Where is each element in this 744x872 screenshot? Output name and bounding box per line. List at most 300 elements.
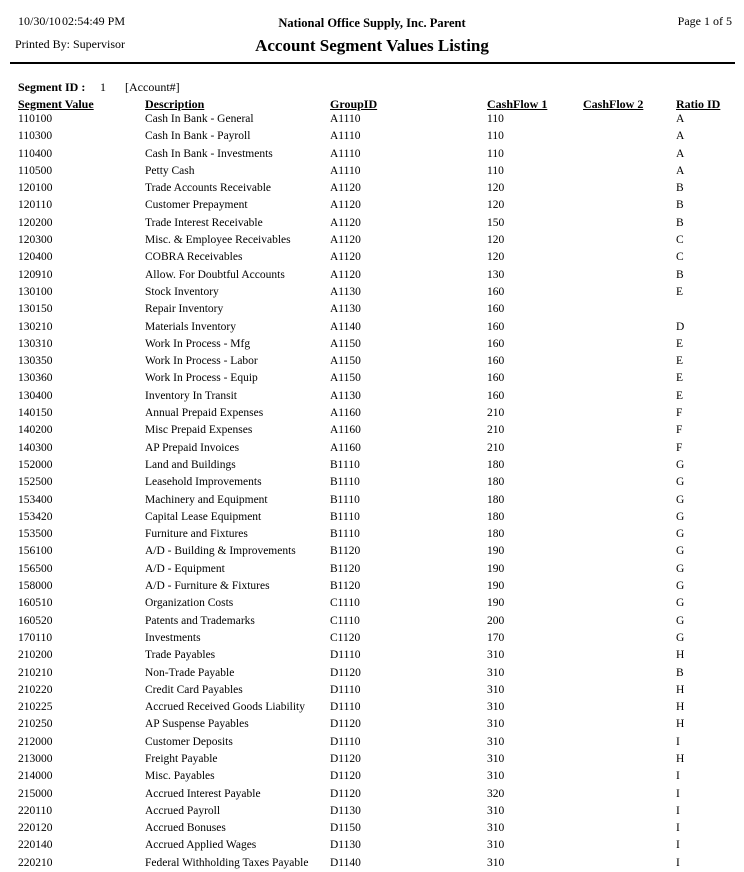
cell-segment-value: 120200	[18, 216, 53, 229]
cell-group-id: D1120	[330, 770, 361, 783]
cell-cash-flow-2	[583, 786, 676, 803]
cell-cash-flow-2	[583, 301, 676, 318]
cell-segment-value: 214000	[18, 770, 53, 783]
cell-ratio-id: H	[676, 649, 685, 662]
cell-cash-flow-1: 160	[487, 355, 505, 368]
cell-cash-flow-1: 180	[487, 458, 505, 471]
cell-cash-flow-1: 130	[487, 268, 505, 281]
cell-cash-flow-1: 190	[487, 545, 505, 558]
cell-group-id: A1110	[330, 113, 361, 125]
cell-segment-value: 160520	[18, 614, 53, 627]
cell-cash-flow-1: 310	[487, 735, 505, 748]
cell-group-id: A1160	[330, 407, 361, 420]
cell-ratio-id: I	[676, 856, 680, 869]
cell-cash-flow-2	[583, 561, 676, 578]
table-row	[0, 146, 744, 163]
cell-description: Federal Withholding Taxes Payable	[145, 856, 309, 869]
cell-description: Capital Lease Equipment	[145, 510, 262, 523]
cell-segment-value: 156500	[18, 562, 53, 575]
cell-segment-value: 210220	[18, 683, 53, 696]
cell-group-id: B1120	[330, 562, 361, 575]
report-time: 02:54:49 PM	[62, 14, 126, 28]
table-row	[0, 803, 744, 820]
cell-cash-flow-1: 110	[487, 147, 504, 160]
column-header-description: Description	[145, 97, 205, 111]
cell-segment-value: 130350	[18, 355, 53, 368]
table-row	[0, 474, 744, 491]
cell-cash-flow-1: 180	[487, 476, 505, 489]
column-header-cash-flow-1: CashFlow 1	[487, 97, 548, 111]
cell-group-id: A1130	[330, 285, 361, 298]
cell-ratio-id: I	[676, 822, 680, 835]
table-row	[0, 267, 744, 284]
cell-description: Accrued Applied Wages	[145, 839, 257, 852]
cell-ratio-id: G	[676, 580, 685, 593]
cell-description: Credit Card Payables	[145, 683, 243, 696]
table-row	[0, 180, 744, 197]
table-row	[0, 786, 744, 803]
cell-description: Trade Accounts Receivable	[145, 182, 272, 195]
cell-group-id: A1120	[330, 182, 361, 195]
table-row	[0, 613, 744, 630]
table-row	[0, 215, 744, 232]
cell-description: Trade Payables	[145, 649, 216, 662]
cell-cash-flow-1: 200	[487, 614, 505, 627]
company-name: National Office Supply, Inc. Parent	[278, 16, 466, 30]
cell-ratio-id: G	[676, 493, 685, 506]
cell-group-id: B1110	[330, 510, 360, 523]
cell-group-id: C1110	[330, 597, 360, 610]
table-row	[0, 837, 744, 854]
cell-ratio-id: I	[676, 839, 680, 852]
cell-cash-flow-1: 310	[487, 666, 505, 679]
cell-cash-flow-2	[583, 163, 676, 180]
cell-ratio-id: F	[676, 424, 683, 437]
cell-segment-value: 153500	[18, 528, 53, 541]
table-row	[0, 197, 744, 214]
cell-cash-flow-1: 120	[487, 199, 505, 212]
cell-group-id: A1150	[330, 372, 361, 385]
cell-group-id: D1130	[330, 839, 361, 852]
cell-ratio-id: E	[676, 355, 684, 368]
cell-description: Freight Payable	[145, 752, 218, 765]
cell-ratio-id: B	[676, 666, 684, 679]
cell-segment-value: 153400	[18, 493, 53, 506]
cell-description: Trade Interest Receivable	[145, 216, 263, 229]
cell-segment-value: 140300	[18, 441, 53, 454]
cell-segment-value: 158000	[18, 580, 53, 593]
cell-segment-value: 220110	[18, 804, 53, 817]
cell-segment-value: 210210	[18, 666, 53, 679]
cell-cash-flow-1: 310	[487, 856, 505, 869]
cell-cash-flow-1: 310	[487, 770, 505, 783]
cell-cash-flow-2	[583, 734, 676, 751]
cell-cash-flow-1: 180	[487, 528, 505, 541]
cell-description: Organization Costs	[145, 597, 234, 610]
cell-ratio-id: I	[676, 770, 680, 783]
cell-group-id: A1110	[330, 147, 361, 160]
segment-values-table	[0, 111, 744, 872]
cell-cash-flow-2	[583, 197, 676, 214]
cell-cash-flow-1: 110	[487, 113, 504, 125]
cell-description: Customer Prepayment	[145, 199, 248, 212]
table-row	[0, 422, 744, 439]
table-row	[0, 509, 744, 526]
table-row	[0, 682, 744, 699]
cell-group-id: D1120	[330, 752, 361, 765]
cell-group-id: A1160	[330, 424, 361, 437]
cell-cash-flow-2	[583, 578, 676, 595]
cell-cash-flow-1: 160	[487, 389, 505, 402]
cell-cash-flow-2	[583, 855, 676, 872]
cell-segment-value: 110100	[18, 113, 53, 125]
cell-segment-value: 120400	[18, 251, 53, 264]
table-row	[0, 647, 744, 664]
cell-segment-value: 110400	[18, 147, 53, 160]
cell-group-id: D1130	[330, 804, 361, 817]
cell-cash-flow-2	[583, 751, 676, 768]
cell-cash-flow-2	[583, 215, 676, 232]
table-row	[0, 336, 744, 353]
column-header-segment-value: Segment Value	[18, 97, 94, 111]
cell-cash-flow-2	[583, 474, 676, 491]
cell-cash-flow-1: 120	[487, 182, 505, 195]
cell-segment-value: 213000	[18, 752, 53, 765]
cell-ratio-id: I	[676, 804, 680, 817]
cell-group-id: A1150	[330, 355, 361, 368]
table-row	[0, 492, 744, 509]
cell-segment-value: 220140	[18, 839, 53, 852]
table-row	[0, 561, 744, 578]
cell-description: COBRA Receivables	[145, 251, 243, 264]
cell-segment-value: 220210	[18, 856, 53, 869]
cell-group-id: D1120	[330, 666, 361, 679]
table-row	[0, 388, 744, 405]
cell-ratio-id: A	[676, 113, 685, 125]
cell-segment-value: 130210	[18, 320, 53, 333]
cell-ratio-id: E	[676, 389, 684, 402]
cell-description: Machinery and Equipment	[145, 493, 268, 506]
cell-cash-flow-2	[583, 422, 676, 439]
cell-description: Cash In Bank - Payroll	[145, 130, 251, 143]
cell-group-id: B1110	[330, 476, 360, 489]
table-row	[0, 457, 744, 474]
cell-group-id: A1120	[330, 234, 361, 247]
cell-description: Accrued Received Goods Liability	[145, 701, 305, 714]
cell-cash-flow-2	[583, 440, 676, 457]
cell-description: Repair Inventory	[145, 303, 224, 316]
table-row	[0, 163, 744, 180]
cell-cash-flow-2	[583, 647, 676, 664]
cell-cash-flow-2	[583, 665, 676, 682]
cell-cash-flow-1: 110	[487, 130, 504, 143]
cell-ratio-id: A	[676, 147, 685, 160]
cell-ratio-id: G	[676, 476, 685, 489]
cell-ratio-id: H	[676, 718, 685, 731]
cell-cash-flow-1: 160	[487, 303, 505, 316]
cell-ratio-id: G	[676, 562, 685, 575]
cell-cash-flow-1: 310	[487, 752, 505, 765]
cell-description: Work In Process - Mfg	[145, 337, 251, 350]
cell-cash-flow-2	[583, 630, 676, 647]
table-row	[0, 578, 744, 595]
report-title: Account Segment Values Listing	[255, 36, 489, 55]
cell-segment-value: 210225	[18, 701, 53, 714]
cell-group-id: A1160	[330, 441, 361, 454]
cell-ratio-id: D	[676, 320, 685, 333]
cell-group-id: A1140	[330, 320, 361, 333]
cell-ratio-id: I	[676, 787, 680, 800]
cell-cash-flow-1: 180	[487, 493, 505, 506]
cell-cash-flow-2	[583, 682, 676, 699]
table-row	[0, 595, 744, 612]
cell-group-id: D1150	[330, 822, 361, 835]
cell-ratio-id: C	[676, 251, 684, 264]
cell-segment-value: 156100	[18, 545, 53, 558]
cell-description: Misc. & Employee Receivables	[145, 234, 291, 247]
cell-segment-value: 110500	[18, 164, 53, 177]
cell-ratio-id: H	[676, 701, 685, 714]
cell-description: Misc Prepaid Expenses	[145, 424, 253, 437]
cell-description: Furniture and Fixtures	[145, 528, 248, 541]
cell-cash-flow-1: 160	[487, 285, 505, 298]
cell-description: AP Prepaid Invoices	[145, 441, 240, 454]
cell-cash-flow-1: 170	[487, 631, 505, 644]
cell-cash-flow-2	[583, 837, 676, 854]
cell-cash-flow-1: 210	[487, 407, 505, 420]
cell-group-id: A1130	[330, 303, 361, 316]
cell-group-id: D1110	[330, 649, 361, 662]
cell-group-id: B1110	[330, 493, 360, 506]
cell-cash-flow-1: 150	[487, 216, 505, 229]
cell-cash-flow-2	[583, 405, 676, 422]
table-row	[0, 284, 744, 301]
cell-cash-flow-1: 120	[487, 251, 505, 264]
cell-group-id: B1120	[330, 580, 361, 593]
cell-group-id: A1120	[330, 251, 361, 264]
cell-description: Leasehold Improvements	[145, 476, 262, 489]
cell-cash-flow-2	[583, 526, 676, 543]
cell-group-id: B1110	[330, 458, 360, 471]
cell-cash-flow-1: 320	[487, 787, 505, 800]
cell-cash-flow-1: 110	[487, 164, 504, 177]
cell-ratio-id: G	[676, 614, 685, 627]
cell-description: Land and Buildings	[145, 458, 236, 471]
cell-group-id: A1120	[330, 268, 361, 281]
cell-group-id: D1120	[330, 718, 361, 731]
cell-group-id: A1150	[330, 337, 361, 350]
cell-group-id: A1120	[330, 216, 361, 229]
cell-segment-value: 160510	[18, 597, 53, 610]
cell-cash-flow-2	[583, 267, 676, 284]
table-row	[0, 716, 744, 733]
table-row	[0, 440, 744, 457]
table-row	[0, 128, 744, 145]
cell-cash-flow-2	[583, 509, 676, 526]
cell-segment-value: 120910	[18, 268, 53, 281]
cell-cash-flow-2	[583, 146, 676, 163]
cell-ratio-id: G	[676, 528, 685, 541]
cell-segment-value: 120300	[18, 234, 53, 247]
table-row	[0, 301, 744, 318]
cell-cash-flow-1: 310	[487, 649, 505, 662]
cell-description: Allow. For Doubtful Accounts	[145, 268, 285, 281]
cell-segment-value: 220120	[18, 822, 53, 835]
cell-cash-flow-1: 210	[487, 424, 505, 437]
cell-cash-flow-2	[583, 820, 676, 837]
cell-segment-value: 210200	[18, 649, 53, 662]
table-row	[0, 768, 744, 785]
cell-cash-flow-2	[583, 543, 676, 560]
cell-cash-flow-2	[583, 284, 676, 301]
table-row	[0, 734, 744, 751]
cell-cash-flow-2	[583, 595, 676, 612]
cell-cash-flow-2	[583, 699, 676, 716]
cell-cash-flow-1: 310	[487, 683, 505, 696]
cell-cash-flow-1: 160	[487, 320, 505, 333]
cell-ratio-id: A	[676, 164, 685, 177]
cell-cash-flow-1: 160	[487, 337, 505, 350]
table-row	[0, 751, 744, 768]
cell-group-id: D1110	[330, 683, 361, 696]
cell-ratio-id: G	[676, 597, 685, 610]
cell-ratio-id: B	[676, 199, 684, 212]
cell-group-id: A1130	[330, 389, 361, 402]
cell-description: Accrued Bonuses	[145, 822, 226, 835]
cell-cash-flow-2	[583, 232, 676, 249]
cell-group-id: D1140	[330, 856, 361, 869]
cell-segment-value: 120110	[18, 199, 53, 212]
cell-cash-flow-1: 190	[487, 580, 505, 593]
table-row	[0, 232, 744, 249]
cell-cash-flow-2	[583, 128, 676, 145]
cell-group-id: B1110	[330, 528, 360, 541]
cell-group-id: B1120	[330, 545, 361, 558]
cell-ratio-id: H	[676, 752, 685, 765]
cell-ratio-id: F	[676, 441, 683, 454]
table-row	[0, 855, 744, 872]
cell-segment-value: 110300	[18, 130, 53, 143]
cell-segment-value: 140200	[18, 424, 53, 437]
cell-ratio-id	[676, 301, 744, 318]
cell-cash-flow-2	[583, 249, 676, 266]
cell-ratio-id: G	[676, 545, 685, 558]
cell-description: Materials Inventory	[145, 320, 237, 333]
cell-cash-flow-2	[583, 613, 676, 630]
cell-cash-flow-2	[583, 388, 676, 405]
cell-description: Work In Process - Equip	[145, 372, 258, 385]
cell-description: Accrued Interest Payable	[145, 787, 261, 800]
cell-description: Stock Inventory	[145, 285, 219, 298]
table-row	[0, 405, 744, 422]
cell-segment-value: 120100	[18, 182, 53, 195]
cell-cash-flow-1: 310	[487, 701, 505, 714]
cell-cash-flow-2	[583, 492, 676, 509]
table-row	[0, 699, 744, 716]
cell-segment-value: 130100	[18, 285, 53, 298]
cell-cash-flow-1: 120	[487, 234, 505, 247]
cell-ratio-id: B	[676, 216, 684, 229]
cell-description: Annual Prepaid Expenses	[145, 407, 264, 420]
cell-cash-flow-2	[583, 336, 676, 353]
table-row	[0, 353, 744, 370]
cell-cash-flow-1: 310	[487, 804, 505, 817]
cell-ratio-id: F	[676, 407, 683, 420]
cell-ratio-id: E	[676, 285, 684, 298]
cell-ratio-id: I	[676, 735, 680, 748]
cell-cash-flow-2	[583, 768, 676, 785]
table-row	[0, 370, 744, 387]
cell-cash-flow-1: 190	[487, 597, 505, 610]
table-row	[0, 665, 744, 682]
cell-cash-flow-1: 310	[487, 718, 505, 731]
cell-description: Patents and Trademarks	[145, 614, 255, 627]
cell-group-id: A1110	[330, 164, 361, 177]
cell-description: A/D - Furniture & Fixtures	[145, 580, 270, 593]
cell-cash-flow-2	[583, 803, 676, 820]
cell-ratio-id: G	[676, 510, 685, 523]
cell-cash-flow-2	[583, 353, 676, 370]
cell-description: Customer Deposits	[145, 735, 233, 748]
cell-segment-value: 130360	[18, 372, 53, 385]
cell-ratio-id: C	[676, 234, 684, 247]
cell-segment-value: 130310	[18, 337, 53, 350]
cell-ratio-id: H	[676, 683, 685, 696]
column-header-ratio-id: Ratio ID	[676, 97, 721, 111]
cell-ratio-id: A	[676, 130, 685, 143]
cell-group-id: D1110	[330, 735, 361, 748]
table-row	[0, 319, 744, 336]
page-indicator: Page 1 of 5	[677, 14, 732, 28]
header-divider	[10, 62, 735, 64]
cell-cash-flow-2	[583, 319, 676, 336]
cell-ratio-id: G	[676, 458, 685, 471]
cell-segment-value: 210250	[18, 718, 53, 731]
table-row	[0, 111, 744, 128]
cell-group-id: A1120	[330, 199, 361, 212]
cell-cash-flow-2	[583, 716, 676, 733]
cell-description: A/D - Equipment	[145, 562, 225, 575]
cell-description: Work In Process - Labor	[145, 355, 258, 368]
cell-segment-value: 152500	[18, 476, 53, 489]
cell-ratio-id: G	[676, 631, 685, 644]
cell-cash-flow-1: 310	[487, 839, 505, 852]
cell-cash-flow-2	[583, 111, 676, 128]
cell-description: A/D - Building & Improvements	[145, 545, 296, 558]
cell-cash-flow-2	[583, 370, 676, 387]
cell-cash-flow-1: 190	[487, 562, 505, 575]
cell-cash-flow-2	[583, 180, 676, 197]
cell-group-id: C1120	[330, 631, 361, 644]
segment-id-label: Segment ID :	[18, 80, 86, 94]
table-row	[0, 630, 744, 647]
cell-cash-flow-1: 160	[487, 372, 505, 385]
cell-group-id: A1110	[330, 130, 361, 143]
cell-ratio-id: E	[676, 337, 684, 350]
cell-segment-value: 152000	[18, 458, 53, 471]
table-row	[0, 820, 744, 837]
cell-description: AP Suspense Payables	[145, 718, 249, 731]
cell-description: Cash In Bank - Investments	[145, 147, 273, 160]
table-row	[0, 526, 744, 543]
cell-cash-flow-2	[583, 457, 676, 474]
cell-group-id: C1110	[330, 614, 360, 627]
table-row	[0, 249, 744, 266]
cell-segment-value: 212000	[18, 735, 53, 748]
report-date: 10/30/10	[18, 14, 61, 28]
cell-group-id: D1110	[330, 701, 361, 714]
cell-description: Investments	[145, 631, 201, 644]
